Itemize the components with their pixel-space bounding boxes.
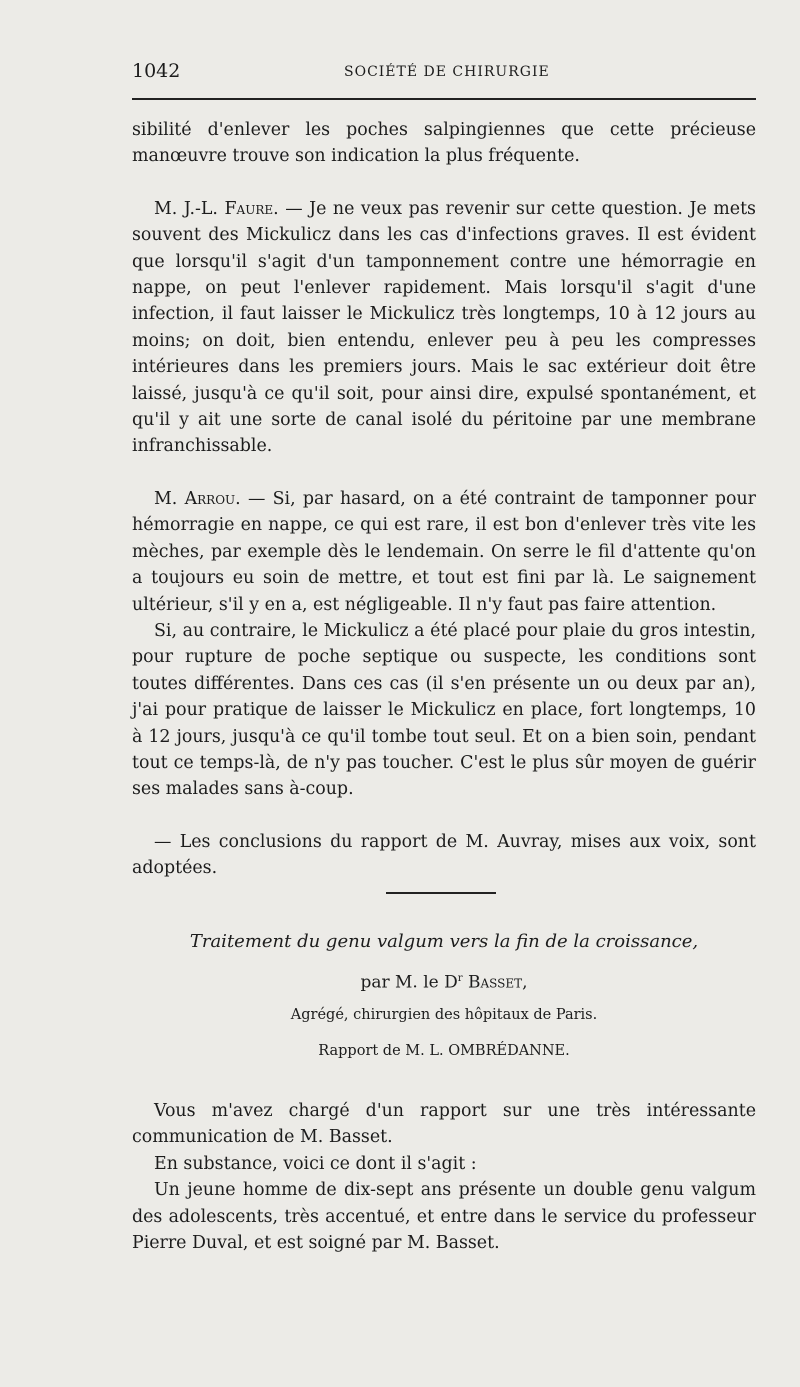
byline-superscript: r	[457, 973, 463, 984]
author-name: Basset,	[467, 972, 528, 993]
faure-paragraph	[132, 196, 756, 460]
speaker-arrou: M. Arrou.	[154, 488, 241, 509]
speaker-faure: M. J.-L. Faure.	[154, 198, 279, 219]
header-rule	[132, 98, 756, 100]
page-header	[132, 58, 760, 88]
page-number: 1042	[132, 60, 181, 82]
article-paragraph: En substance, voici ce dont il s'agit :	[154, 1153, 477, 1174]
discussion-block	[132, 117, 756, 882]
section-separator	[386, 892, 496, 894]
article-paragraph: Un jeune homme de dix-sept ans présente un double genu valgum des adolescents, très accentué, et entre dans le service du professeur Pierre Duval, et est soigné par M. Basset.	[132, 1180, 756, 1254]
article-body	[132, 1098, 756, 1256]
byline	[132, 966, 756, 996]
arrou-paragraph	[132, 486, 756, 618]
conclusion-paragraph: — Les conclusions du rapport de M. Auvray, mises aux voix, sont adoptées.	[132, 831, 756, 879]
article-paragraph: Vous m'avez chargé d'un rapport sur une très intéressante communication de M. Basset.	[132, 1101, 756, 1148]
arrou-paragraph-2: Si, au contraire, le Mickulicz a été placé pour plaie du gros intestin, pour rupture de poche septique ou suspecte, les conditions sont toutes différentes. Dans ces cas (il s'en présente un ou deux par an), j'ai pour pratique de laisser le Mickulicz en place, fort longtemps, 10 à 12 jours, jusqu'à ce qu'il tombe tout seul. Et on a bien soin, pendant tout ce temps-là, de n'y pas toucher. C'est le plus sûr moyen de guérir ses malades sans à-coup.	[132, 620, 756, 800]
article-title: Traitement du genu valgum vers la fin de la croissance,	[189, 931, 699, 952]
byline-prefix: par M. le D	[360, 972, 458, 993]
article-heading	[132, 928, 756, 1062]
arrou-text: — Si, par hasard, on a été contraint de tamponner pour hémorragie en nappe, ce qui est rare, il est bon d'enlever très vite les mèches, par exemple dès le lendemain. On serre le fil d'attente qu'on a toujours eu soin de mettre, et tout est fini par là. Le saignement ultérieur, s'il y en a, est négligeable. Il n'y faut pas faire attention.	[132, 488, 756, 615]
author-affiliation: Agrégé, chirurgien des hôpitaux de Paris.	[290, 1006, 598, 1023]
report-attribution: Rapport de M. L. OMBRÉDANNE.	[318, 1042, 570, 1059]
continuation-paragraph: sibilité d'enlever les poches salpingiennes que cette précieuse manœuvre trouve son indication la plus fréquente.	[132, 120, 756, 167]
faure-text: — Je ne veux pas revenir sur cette question. Je mets souvent des Mickulicz dans les cas d'infections graves. Il est évident que lorsqu'il s'agit d'un tamponnement contre une hémorragie en nappe, on peut l'enlever rapidement. Mais lorsqu'il s'agit d'une infection, il faut laisser le Mickulicz très longtemps, 10 à 12 jours au moins; on doit, bien entendu, enlever peu à peu les compresses intérieures dans les premiers jours. Mais le sac extérieur doit être laissé, jusqu'à ce qu'il soit, pour ainsi dire, expulsé spontanément, et qu'il y ait une sorte de canal isolé du péritoine par une membrane infranchissable.	[132, 198, 756, 457]
running-head: SOCIÉTÉ DE CHIRURGIE	[344, 64, 550, 80]
